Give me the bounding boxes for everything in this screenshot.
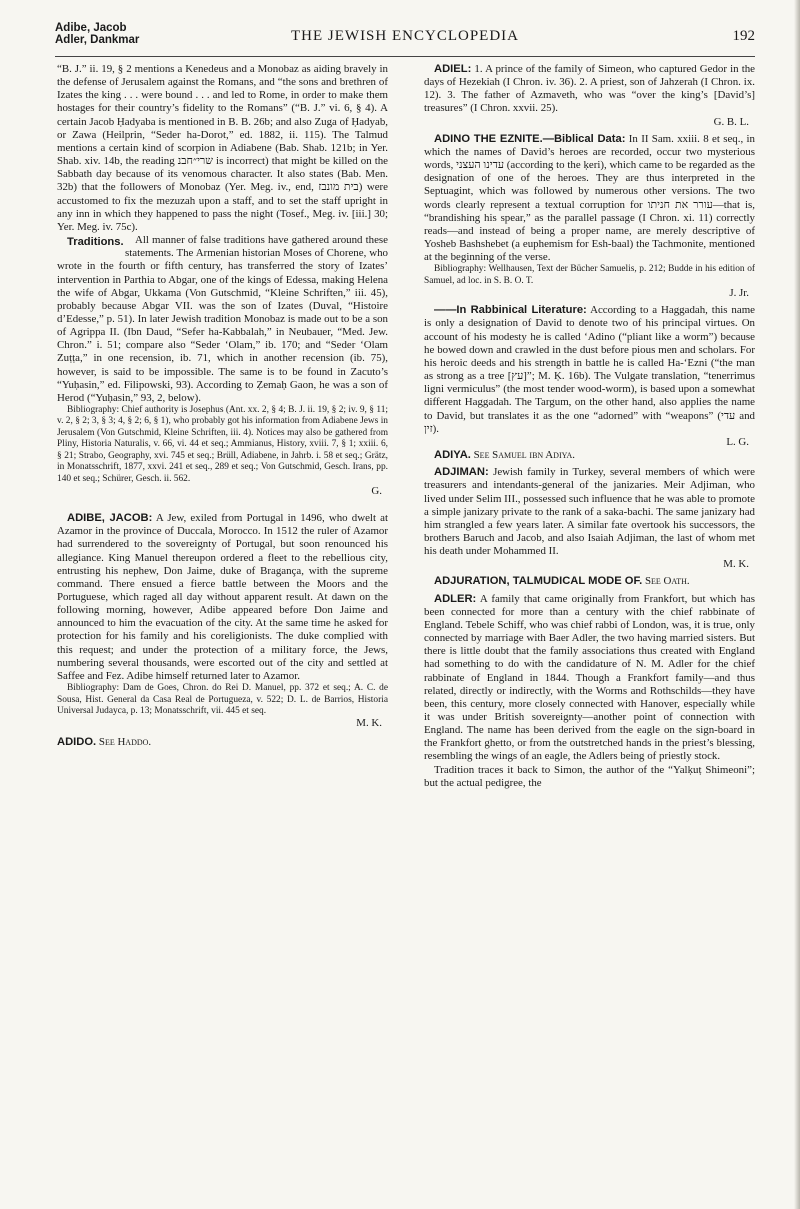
- adibe-headword: ADIBE, JACOB:: [67, 512, 153, 525]
- page-number: 192: [732, 28, 755, 44]
- rabbinical-text: According to a Haggadah, this name is only a designation of David to denote two of his principal virtues. On account of his modesty he is called ‘Adino (“pliant like a worm”) because he bowed down and crawled in the dust before pious men and scholars. For his heroic deeds and his strength in battle he is called Ha-‘Ezni (“the man as strong as a tree [עץ]”; M. Ḳ. 16b). The Vulgate translation, “tenerrimus ligni vermiculus” (the most tender wood-worm), is based upon a somewhat different Haggadah. The Targum, on the other hand, also applies the name to David, but translates it as the one “adorned” with “weapons” (עדי and זין).: [424, 304, 756, 435]
- adiabene-bibliography: Bibliography: Chief authority is Josephus (Ant. xx. 2, § 4; B. J. ii. 19, § 2; iv. 9, § 11; v. 2, § 2; 3, § 3; 4, § 2; 6, § 1), who probably got his information from Adiabene Jews in Jerusalem (Von Gutschmid, Kleine Schriften, iii. 4). Notices may also be gathered from Pliny, Historia Naturalis, v. 66, vi. 44 et seq.; Ammianus, History, xviii. 7, § 1; xxiii. 6, § 21; Strabo, Geography, xvi. 745 et seq.; Brüll, Adiabene, in Jahrb. i. 58 et seq.; Grätz, in Monatsschrift, 1877, xxvi. 241 et seq., 289 et seq.; Von Gutschmid, Gesch. Irans, pp. 140 et seq.; Schürer, Gesch. ii. 562.: [57, 405, 388, 484]
- adiel-text: 1. A prince of the family of Simeon, who captured Gedor in the days of Hezekiah (I Chron. iv. 36). 2. A priest, son of Jahzerah (I Chron. ix. 12). 3. The father of Azmaveth, who was “over the king’s [David’s] treasures” (I Chron. xxvii. 25).: [424, 63, 755, 115]
- running-header: [55, 22, 755, 54]
- adler-headword: ADLER:: [434, 592, 477, 605]
- adino-text: In II Sam. xxiii. 8 et seq., in which the names of David’s heroes are recorded, occur two mysterious words, עדינו העצני (according to the ḳeri), which came to be regarded as the designation of one of the heroes. They are thus interpreted in the Septuagint, which was followed by numerous other versions. The two words clearly represent a textual corruption for עורר את חניתו—that is, “brandishing his spear,” as the parallel passage (I Chron. xi. 11) correctly reads—and instead of being a proper name, are merely descriptive of Yosheb Bashshebet (a euphemism for Esh-baal) the Tachmonite, mentioned at the beginning of the verse.: [424, 132, 756, 264]
- adler-entry: [424, 593, 755, 764]
- page-edge-shadow: [794, 0, 800, 1209]
- adjiman-entry: [424, 466, 755, 558]
- adibe-text: A Jew, exiled from Portugal in 1496, who dwelt at Azamor in the province of Duccala, Morocco. In 1512 the ruler of Azamor had surrendered to the sovereignty of Portugal, but soon renounced his allegiance. King Manuel thereupon ordered a fleet to the rebellious city, entrusting his nephew, Don Jaime, duke of Bragança, with the supreme command. There ensued a fierce battle between the Moors and the Portuguese, which raged all day without apparent result. At dawn on the following morning, however, Adibe appeared before Don Jaime and announced to him the evacuation of the city. At the same time he asked for protection for his family and his coreligionists. The duke complied with this request; and under the protection of a military force, the Jews, numbering several thousands, were escorted out of the city and settled at Saffee and Fez. Adibe himself returned later to Azamor.: [57, 512, 388, 682]
- adjuration-crossref: See Oath.: [644, 575, 690, 588]
- traditions-sidehead: Traditions.: [67, 236, 124, 249]
- adiel-entry: [424, 63, 755, 116]
- adjuration-headword: ADJURATION, TALMUDICAL MODE OF.: [434, 575, 643, 588]
- adjiman-headword: ADJIMAN:: [434, 466, 489, 479]
- spacer: [57, 498, 388, 512]
- adino-rabbinical: [424, 304, 755, 436]
- adino-signature: J. Jr.: [729, 287, 749, 300]
- header-catchword-last: Adler, Dankmar: [55, 34, 140, 46]
- adino-bibliography: Bibliography: Wellhausen, Text der Bücher Samuelis, p. 212; Budde in his edition of Samuel, ad loc. in S. B. O. T.: [424, 264, 755, 286]
- adino-entry: [424, 133, 755, 265]
- adiel-signature: G. B. L.: [713, 115, 749, 128]
- header-rule: [55, 56, 755, 57]
- adino-headword: ADINO THE EZNITE.—Biblical Data:: [434, 132, 626, 145]
- header-catchword-first: Adibe, Jacob: [55, 22, 127, 34]
- right-column: [424, 63, 755, 790]
- rabbinical-subhead: ——In Rabbinical Literature:: [434, 304, 587, 317]
- left-column: [57, 63, 388, 750]
- adjuration-entry: [424, 575, 755, 588]
- adiya-headword: ADIYA.: [434, 449, 471, 462]
- adibe-bibliography: Bibliography: Dam de Goes, Chron. do Rei D. Manuel, pp. 372 et seq.; A. C. de Sousa, Hist. General da Casa Real de Portugueza, v. 522; D. L. de Barrios, Historia Universal Judayca, p. 13; Monatsschrift, vii. 445 et seq.: [57, 683, 388, 716]
- header-title: THE JEWISH ENCYCLOPEDIA: [291, 28, 519, 44]
- adiabene-signature: G.: [371, 484, 382, 497]
- adibe-entry: [57, 512, 388, 683]
- adido-crossref: See Haddo.: [98, 736, 152, 749]
- adjiman-text: Jewish family in Turkey, several members of which were treasurers and intendants-general of the janizaries. Meir Adjiman, who lived under Selim III., possessed such influence that he was able to promote a simple janizary private to the rank of a saka-bachi. The same janizary had him strangled a few years later. A similar fate overtook his successors, the brothers Baruch and Jacob, and also Isaiah Adjiman, the last of whom met his death under Mohammed II.: [424, 466, 755, 558]
- adiabene-paragraph-2-text: All manner of false traditions have gathered around these statements. The Armenian historian Moses of Chorene, who wrote in the fourth or fifth century, has transferred the story of Izates’ intervention in Parthia to Abgar, one of the kings of Edessa, making Helena the wife of Abgar, Ukkama (Von Gutschmid, “Kleine Schriften,” iii. 45), probably because Abgar VII. was the son of Izates (Duval, “Histoire d’Edesse,” p. 51). In later Jewish tradition Monobaz is made out to be a son of Agrippa II. (Ibn Daud, “Sefer ha-Kabbalah,” in Neubauer, “Med. Jew. Chron.” i. 51; compare also “Seder ‘Olam,” ib. 170; and “Seder ‘Olam Zuṭṭa,” in one recension, ib. 71, which in another recension (ib. 75), however, is said to be impossible. The same is to be found in Zacuto’s “Yuḥasin,” ed. Filipowski, 93). According to Ẓemaḥ Gaon, he was a son of Herod (“Yuḥasin,” 93, 2, below).: [57, 234, 388, 404]
- adiya-crossref: See Samuel ibn Adiya.: [473, 449, 575, 462]
- adjiman-signature: M. K.: [723, 558, 749, 571]
- adler-paragraph-2: Tradition traces it back to Simon, the author of the “Yalḳuṭ Shimeoni”; but the actual pedigree, the: [424, 763, 755, 789]
- adiabene-paragraph-2: [57, 234, 388, 405]
- adiel-headword: ADIEL:: [434, 63, 472, 75]
- adido-entry: [57, 736, 388, 749]
- adiya-entry: [424, 449, 755, 462]
- adibe-signature: M. K.: [356, 717, 382, 730]
- adler-text: A family that came originally from Frankfort, but which has been connected for more than a century with the chief rabbinate of England. Tebele Schiff, who was chief rabbi of London, was, it is true, only connected by marriage with Baer Adler, the two having married sisters. But there is little doubt that the family associations thus created with England had something to do with the candidature of N. M. Adler for the chief rabbinate of England in 1844. Though a Frankfort family—and thus related, directly or indirectly, with the Worms and Rothschilds—they have been, this century, more closely connected with Hanover, especially while it was under British sovereignty—another point of connection with England. The name has been derived from the eagle on the sign-board in the Frankfort ghetto, or from the outstretched hands in the priest’s blessing, resembling the wings of an eagle, the Adlers being of priestly stock.: [424, 592, 755, 763]
- rabbinical-signature: L. G.: [726, 435, 749, 448]
- adiabene-paragraph-1: “B. J.” ii. 19, § 2 mentions a Kenedeus and a Monobaz as aiding bravely in the defense of Jerusalem against the Romans, and “the sons and brethren of Izates the king . . . were bound . . . and led to Rome, in order to make them hostages for their country’s fidelity to the Romans” (“B. J.” vi. 6, § 4). A certain Jacob Ḥadyaba is mentioned in B. B. 26b; and also Zuga of Ḥadyab, or Zawa (Heilprin, “Seder ha-Dorot,” ed. 1882, ii. 115). The Talmud mentions a certain kind of scorpion in Adiabene (Bab. Shab. 121b; in Yer. Shab. xiv. 14b, the reading שרי״חבנ is incorrect) that might be killed on the Sabbath day because of its venomous character. It also states (Bab. Men. 32b) that the followers of Monobaz (Yer. Meg. iv., end, בית מונבז) were accustomed to fix the mezuzah upon a staff, and to set the staff upright in any inn in which they happened to pass the night (Tosef., Meg. iv. [iii.] 30; Yer. Meg. iv. 75c).: [57, 63, 388, 233]
- adido-headword: ADIDO.: [57, 736, 97, 749]
